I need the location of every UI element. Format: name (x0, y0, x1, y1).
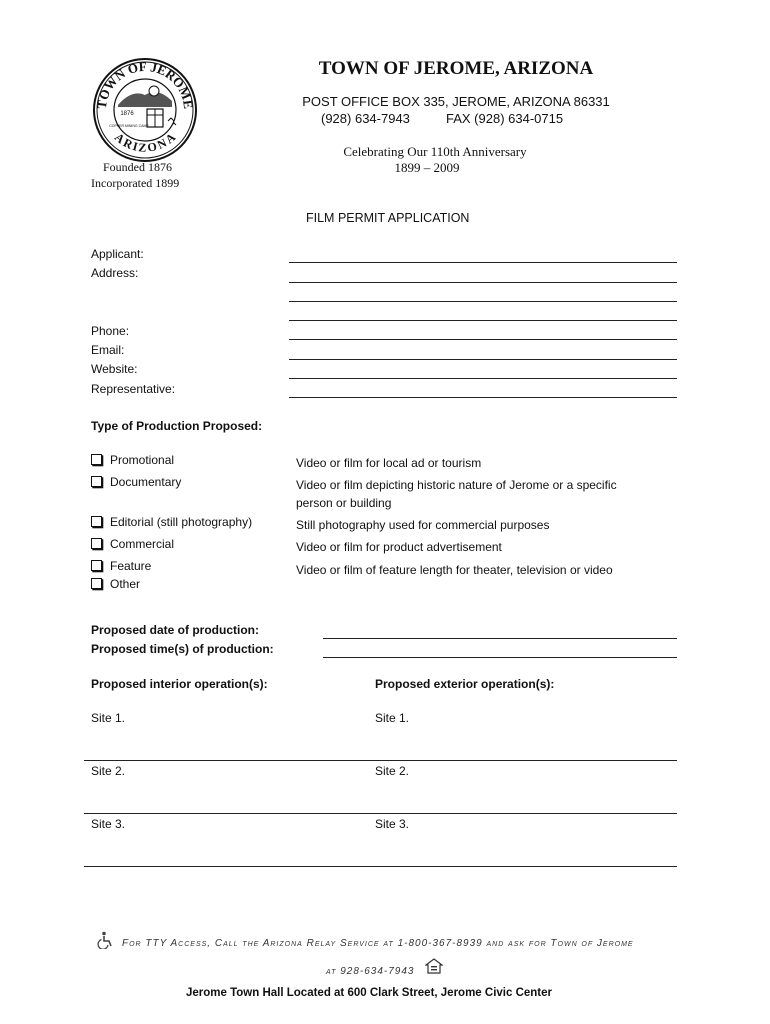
desc-feature: Video or film of feature length for theater, television or video (296, 563, 613, 577)
desc-promotional: Video or film for local ad or tourism (296, 456, 482, 470)
desc-documentary-2: person or building (296, 496, 392, 510)
founded-text: Founded 1876 (103, 160, 172, 174)
address-line-2[interactable] (289, 301, 677, 302)
proposed-date-label: Proposed date of production: (91, 623, 259, 637)
equal-housing-icon (425, 958, 443, 974)
option-other[interactable] (91, 577, 140, 591)
tty-line-2: at 928-634-7943 (326, 966, 415, 977)
proposed-time-line[interactable] (323, 657, 677, 658)
exterior-site-1: Site 1. (375, 711, 410, 725)
desc-commercial: Video or film for product advertisement (296, 540, 502, 554)
checkbox-icon[interactable] (91, 516, 102, 527)
email-label: Email: (91, 343, 125, 357)
option-editorial[interactable] (91, 515, 252, 529)
desc-documentary: Video or film depicting historic nature of Jerome or a specific (296, 478, 617, 492)
fax-text: FAX (928) 634-0715 (446, 111, 564, 126)
option-documentary[interactable] (91, 475, 181, 489)
representative-label: Representative: (91, 382, 176, 396)
website-label: Website: (91, 362, 138, 376)
interior-site-1: Site 1. (91, 711, 126, 725)
checkbox-icon[interactable] (91, 476, 102, 487)
applicant-line[interactable] (289, 262, 677, 263)
option-commercial[interactable] (91, 537, 174, 551)
checkbox-icon[interactable] (91, 560, 102, 571)
website-line[interactable] (289, 378, 677, 379)
anniversary-years: 1899 – 2009 (394, 160, 460, 175)
interior-site-3: Site 3. (91, 817, 126, 831)
interior-site-2: Site 2. (91, 764, 126, 778)
exterior-heading: Proposed exterior operation(s): (375, 677, 555, 691)
option-label: Commercial (110, 537, 175, 551)
checkbox-icon[interactable] (91, 578, 102, 589)
anniversary-text: Celebrating Our 110th Anniversary (343, 144, 527, 159)
option-promotional[interactable] (91, 453, 174, 467)
seal-center-text: COPPER MINING CAMP (109, 124, 149, 128)
address-line-3[interactable] (289, 320, 677, 321)
option-label: Feature (110, 559, 152, 573)
interior-heading: Proposed interior operation(s): (91, 677, 268, 691)
checkbox-icon[interactable] (91, 454, 102, 465)
option-label: Other (110, 577, 141, 591)
tty-line: For TTY Access, Call the Arizona Relay Service at 1-800-367-8939 and ask for Town of Jerome (122, 938, 634, 949)
svg-text:ARIZONA (112, 130, 179, 155)
incorporated-text: Incorporated 1899 (91, 176, 180, 190)
town-seal (92, 57, 198, 163)
form-title: FILM PERMIT APPLICATION (306, 211, 470, 225)
proposed-time-label: Proposed time(s) of production: (91, 642, 274, 656)
email-line[interactable] (289, 359, 677, 360)
option-label: Promotional (110, 453, 175, 467)
option-label: Documentary (110, 475, 182, 489)
phone-text: (928) 634-7943 (321, 111, 410, 126)
phone-label: Phone: (91, 324, 130, 338)
site-3-line[interactable] (84, 866, 677, 867)
exterior-site-2: Site 2. (375, 764, 410, 778)
production-heading: Type of Production Proposed: (91, 419, 263, 433)
phone-line[interactable] (289, 339, 677, 340)
seal-year: 1876 (120, 111, 134, 117)
site-1-line[interactable] (84, 760, 677, 761)
town-title: TOWN OF JEROME, ARIZONA (318, 58, 594, 79)
town-hall-location: Jerome Town Hall Located at 600 Clark Street, Jerome Civic Center (186, 987, 553, 999)
seal-icon (92, 57, 198, 163)
applicant-label: Applicant: (91, 247, 144, 261)
seal-bottom-text: ARIZONA (111, 130, 179, 155)
option-label: Editorial (still photography) (110, 515, 253, 529)
proposed-date-line[interactable] (323, 638, 677, 639)
address-line: POST OFFICE BOX 335, JEROME, ARIZONA 86331 (302, 94, 610, 109)
checkbox-icon[interactable] (91, 538, 102, 549)
desc-editorial: Still photography used for commercial purposes (296, 518, 550, 532)
address-line-1[interactable] (289, 282, 677, 283)
site-2-line[interactable] (84, 813, 677, 814)
seal-top-text: TOWN OF JEROME (93, 58, 197, 110)
option-feature[interactable] (91, 559, 151, 573)
address-label: Address: (91, 266, 139, 280)
representative-line[interactable] (289, 397, 677, 398)
exterior-site-3: Site 3. (375, 817, 410, 831)
accessibility-icon (97, 931, 115, 949)
